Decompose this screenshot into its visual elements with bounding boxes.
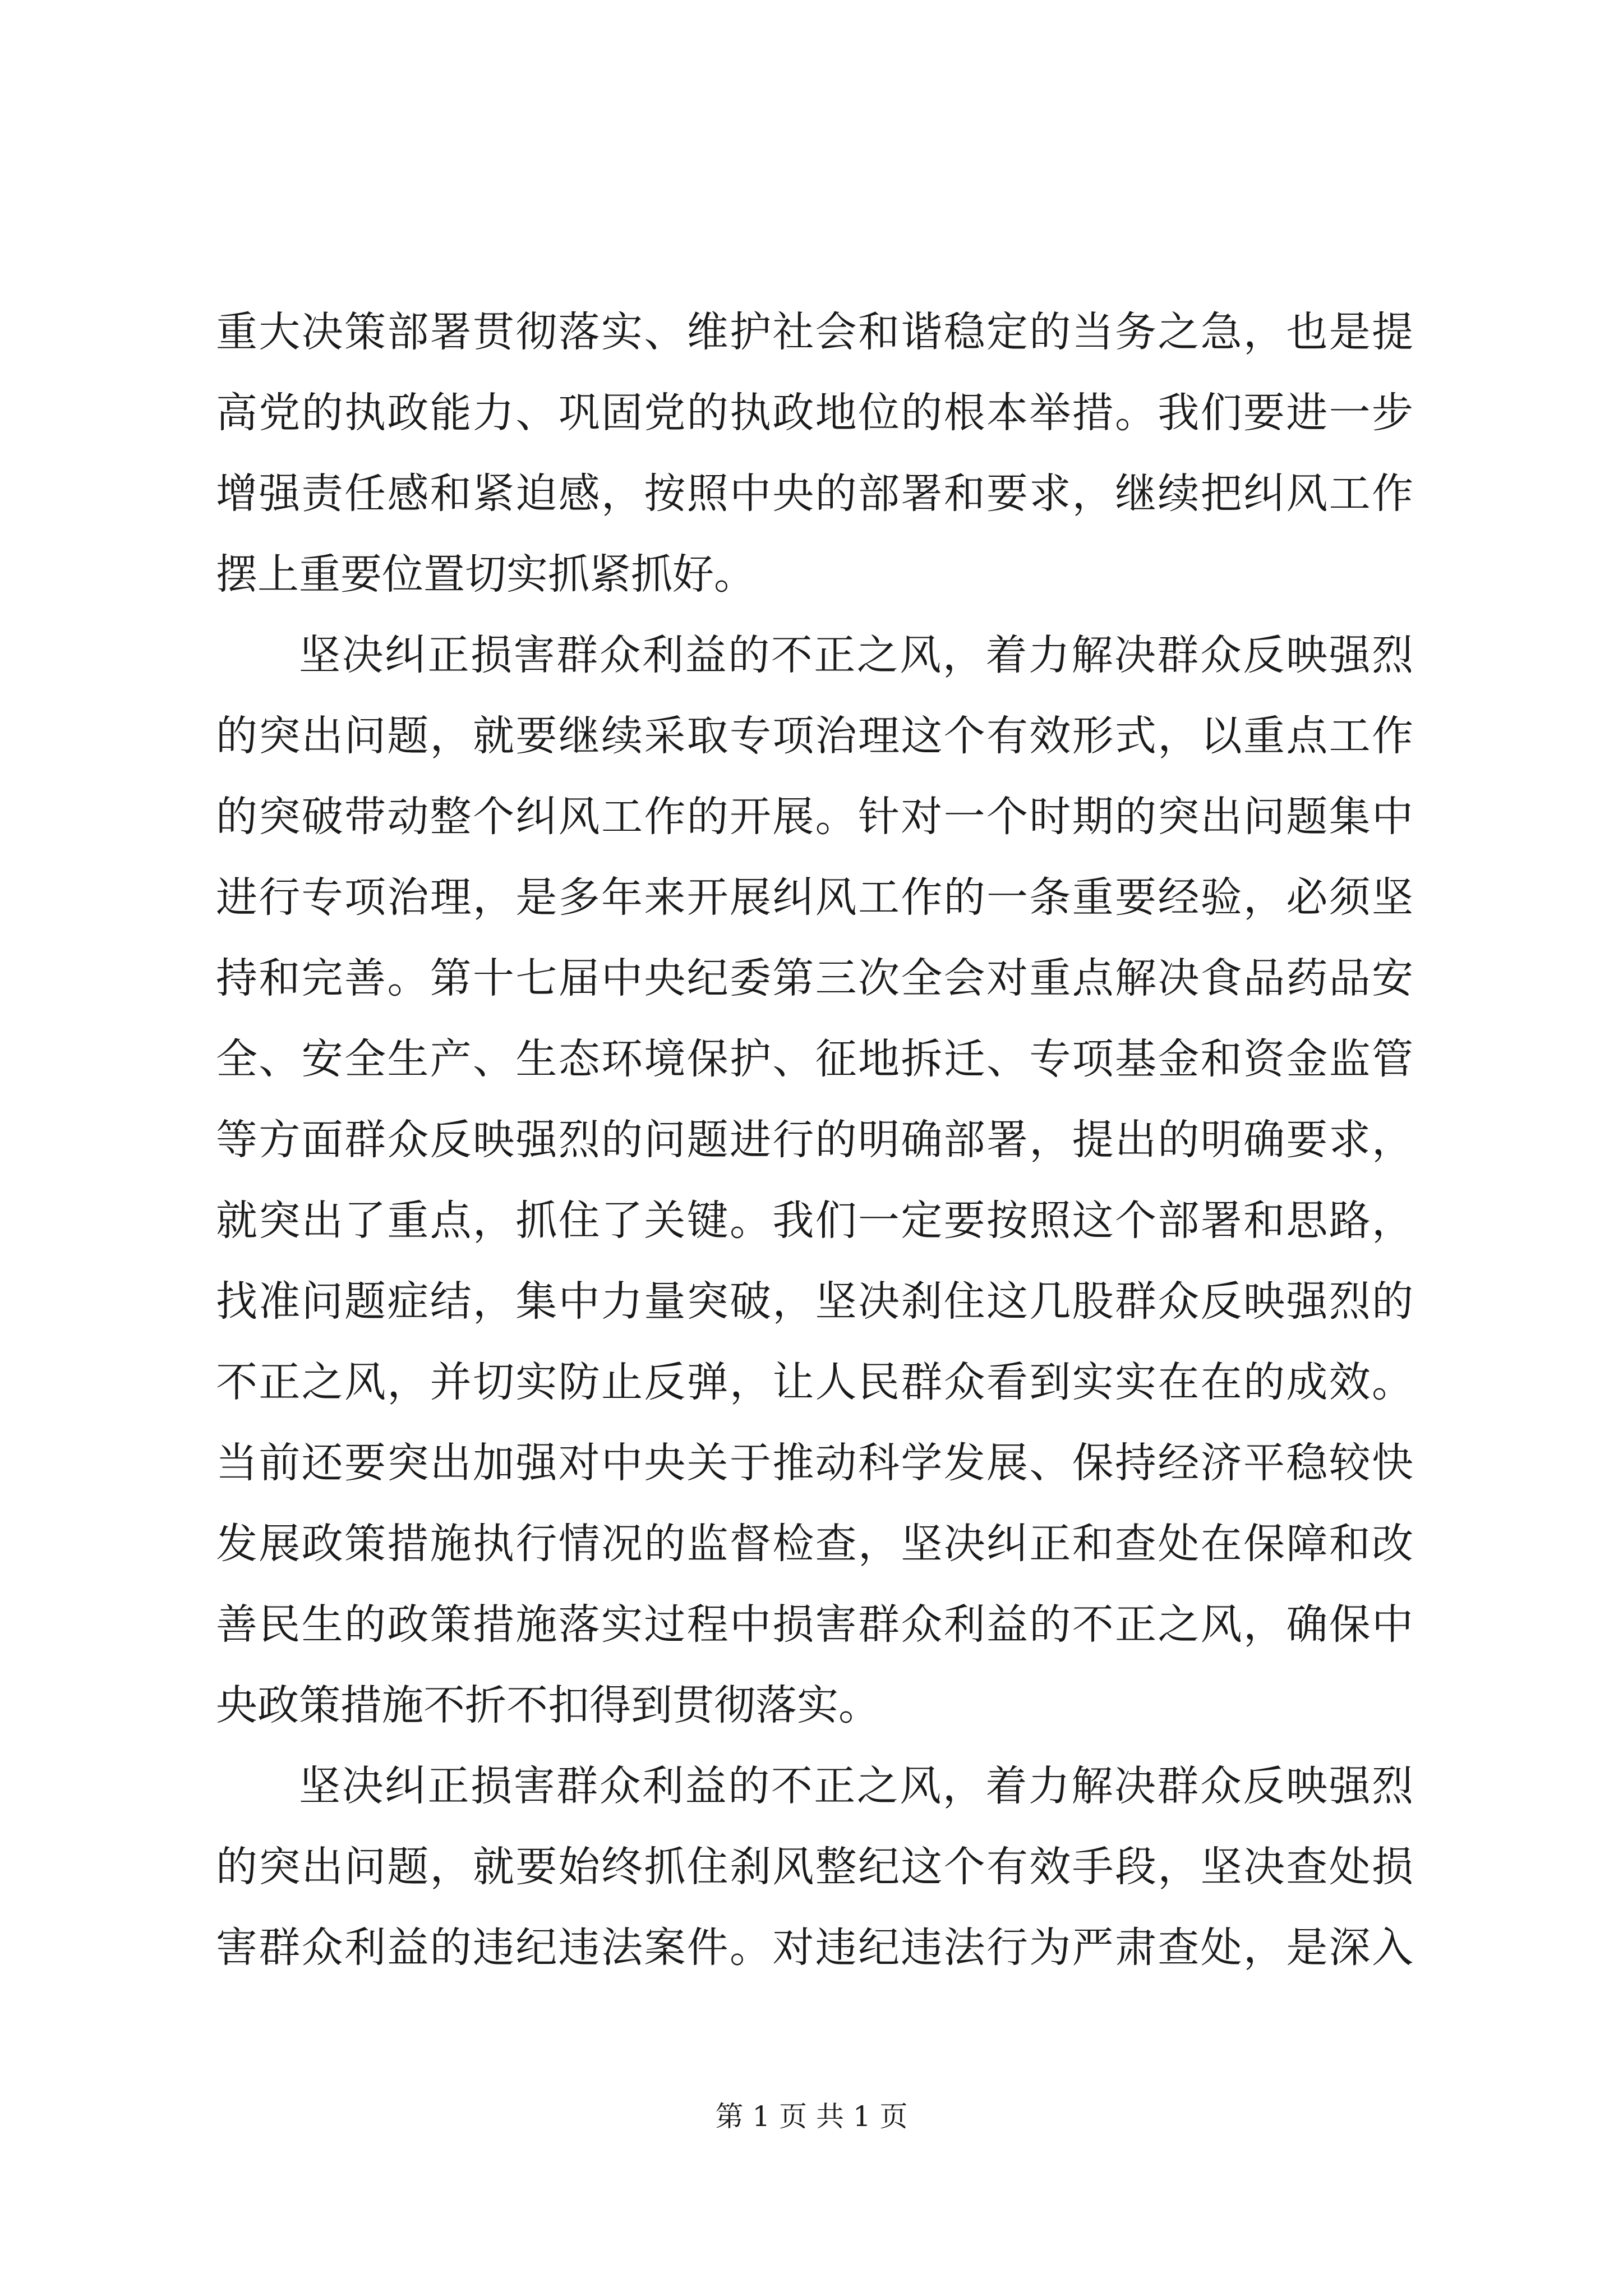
text-line: 央政策措施不折不扣得到贯彻落实。 — [216, 1681, 880, 1729]
text-line: 的突出问题，就要继续采取专项治理这个有效形式，以重点工作 — [216, 712, 1413, 760]
text-line: 就突出了重点，抓住了关键。我们一定要按照这个部署和思路， — [216, 1197, 1413, 1245]
text-line: 害群众利益的违纪违法案件。对违纪违法行为严肃查处，是深入 — [216, 1924, 1413, 1972]
text-line: 进行专项治理，是多年来开展纠风工作的一条重要经验，必须坚 — [216, 873, 1413, 922]
page-footer: 第 1 页 共 1 页 — [715, 2100, 908, 2133]
text-line: 不正之风，并切实防止反弹，让人民群众看到实实在在的成效。 — [216, 1358, 1413, 1406]
text-line: 发展政策措施执行情况的监督检查，坚决纠正和查处在保障和改 — [216, 1520, 1413, 1568]
text-line: 重大决策部署贯彻落实、维护社会和谐稳定的当务之急，也是提 — [216, 308, 1413, 356]
text-line: 找准问题症结，集中力量突破，坚决刹住这几股群众反映强烈的 — [216, 1277, 1413, 1326]
text-line: 当前还要突出加强对中央关于推动科学发展、保持经济平稳较快 — [216, 1439, 1413, 1487]
text-line: 的突出问题，就要始终抓住刹风整纪这个有效手段，坚决查处损 — [216, 1843, 1413, 1891]
text-line: 坚决纠正损害群众利益的不正之风，着力解决群众反映强烈 — [299, 631, 1413, 679]
text-line: 摆上重要位置切实抓紧抓好。 — [216, 550, 755, 599]
text-line: 持和完善。第十七届中央纪委第三次全会对重点解决食品药品安 — [216, 954, 1413, 1002]
text-line: 高党的执政能力、巩固党的执政地位的根本举措。我们要进一步 — [216, 389, 1413, 437]
text-line: 坚决纠正损害群众利益的不正之风，着力解决群众反映强烈 — [299, 1762, 1413, 1810]
text-line: 等方面群众反映强烈的问题进行的明确部署，提出的明确要求， — [216, 1116, 1413, 1164]
text-line: 增强责任感和紧迫感，按照中央的部署和要求，继续把纠风工作 — [216, 470, 1413, 518]
text-line: 善民生的政策措施落实过程中损害群众利益的不正之风，确保中 — [216, 1600, 1413, 1649]
text-line: 全、安全生产、生态环境保护、征地拆迁、专项基金和资金监管 — [216, 1035, 1413, 1083]
text-line: 的突破带动整个纠风工作的开展。针对一个时期的突出问题集中 — [216, 793, 1413, 841]
document-body — [216, 292, 1413, 1988]
